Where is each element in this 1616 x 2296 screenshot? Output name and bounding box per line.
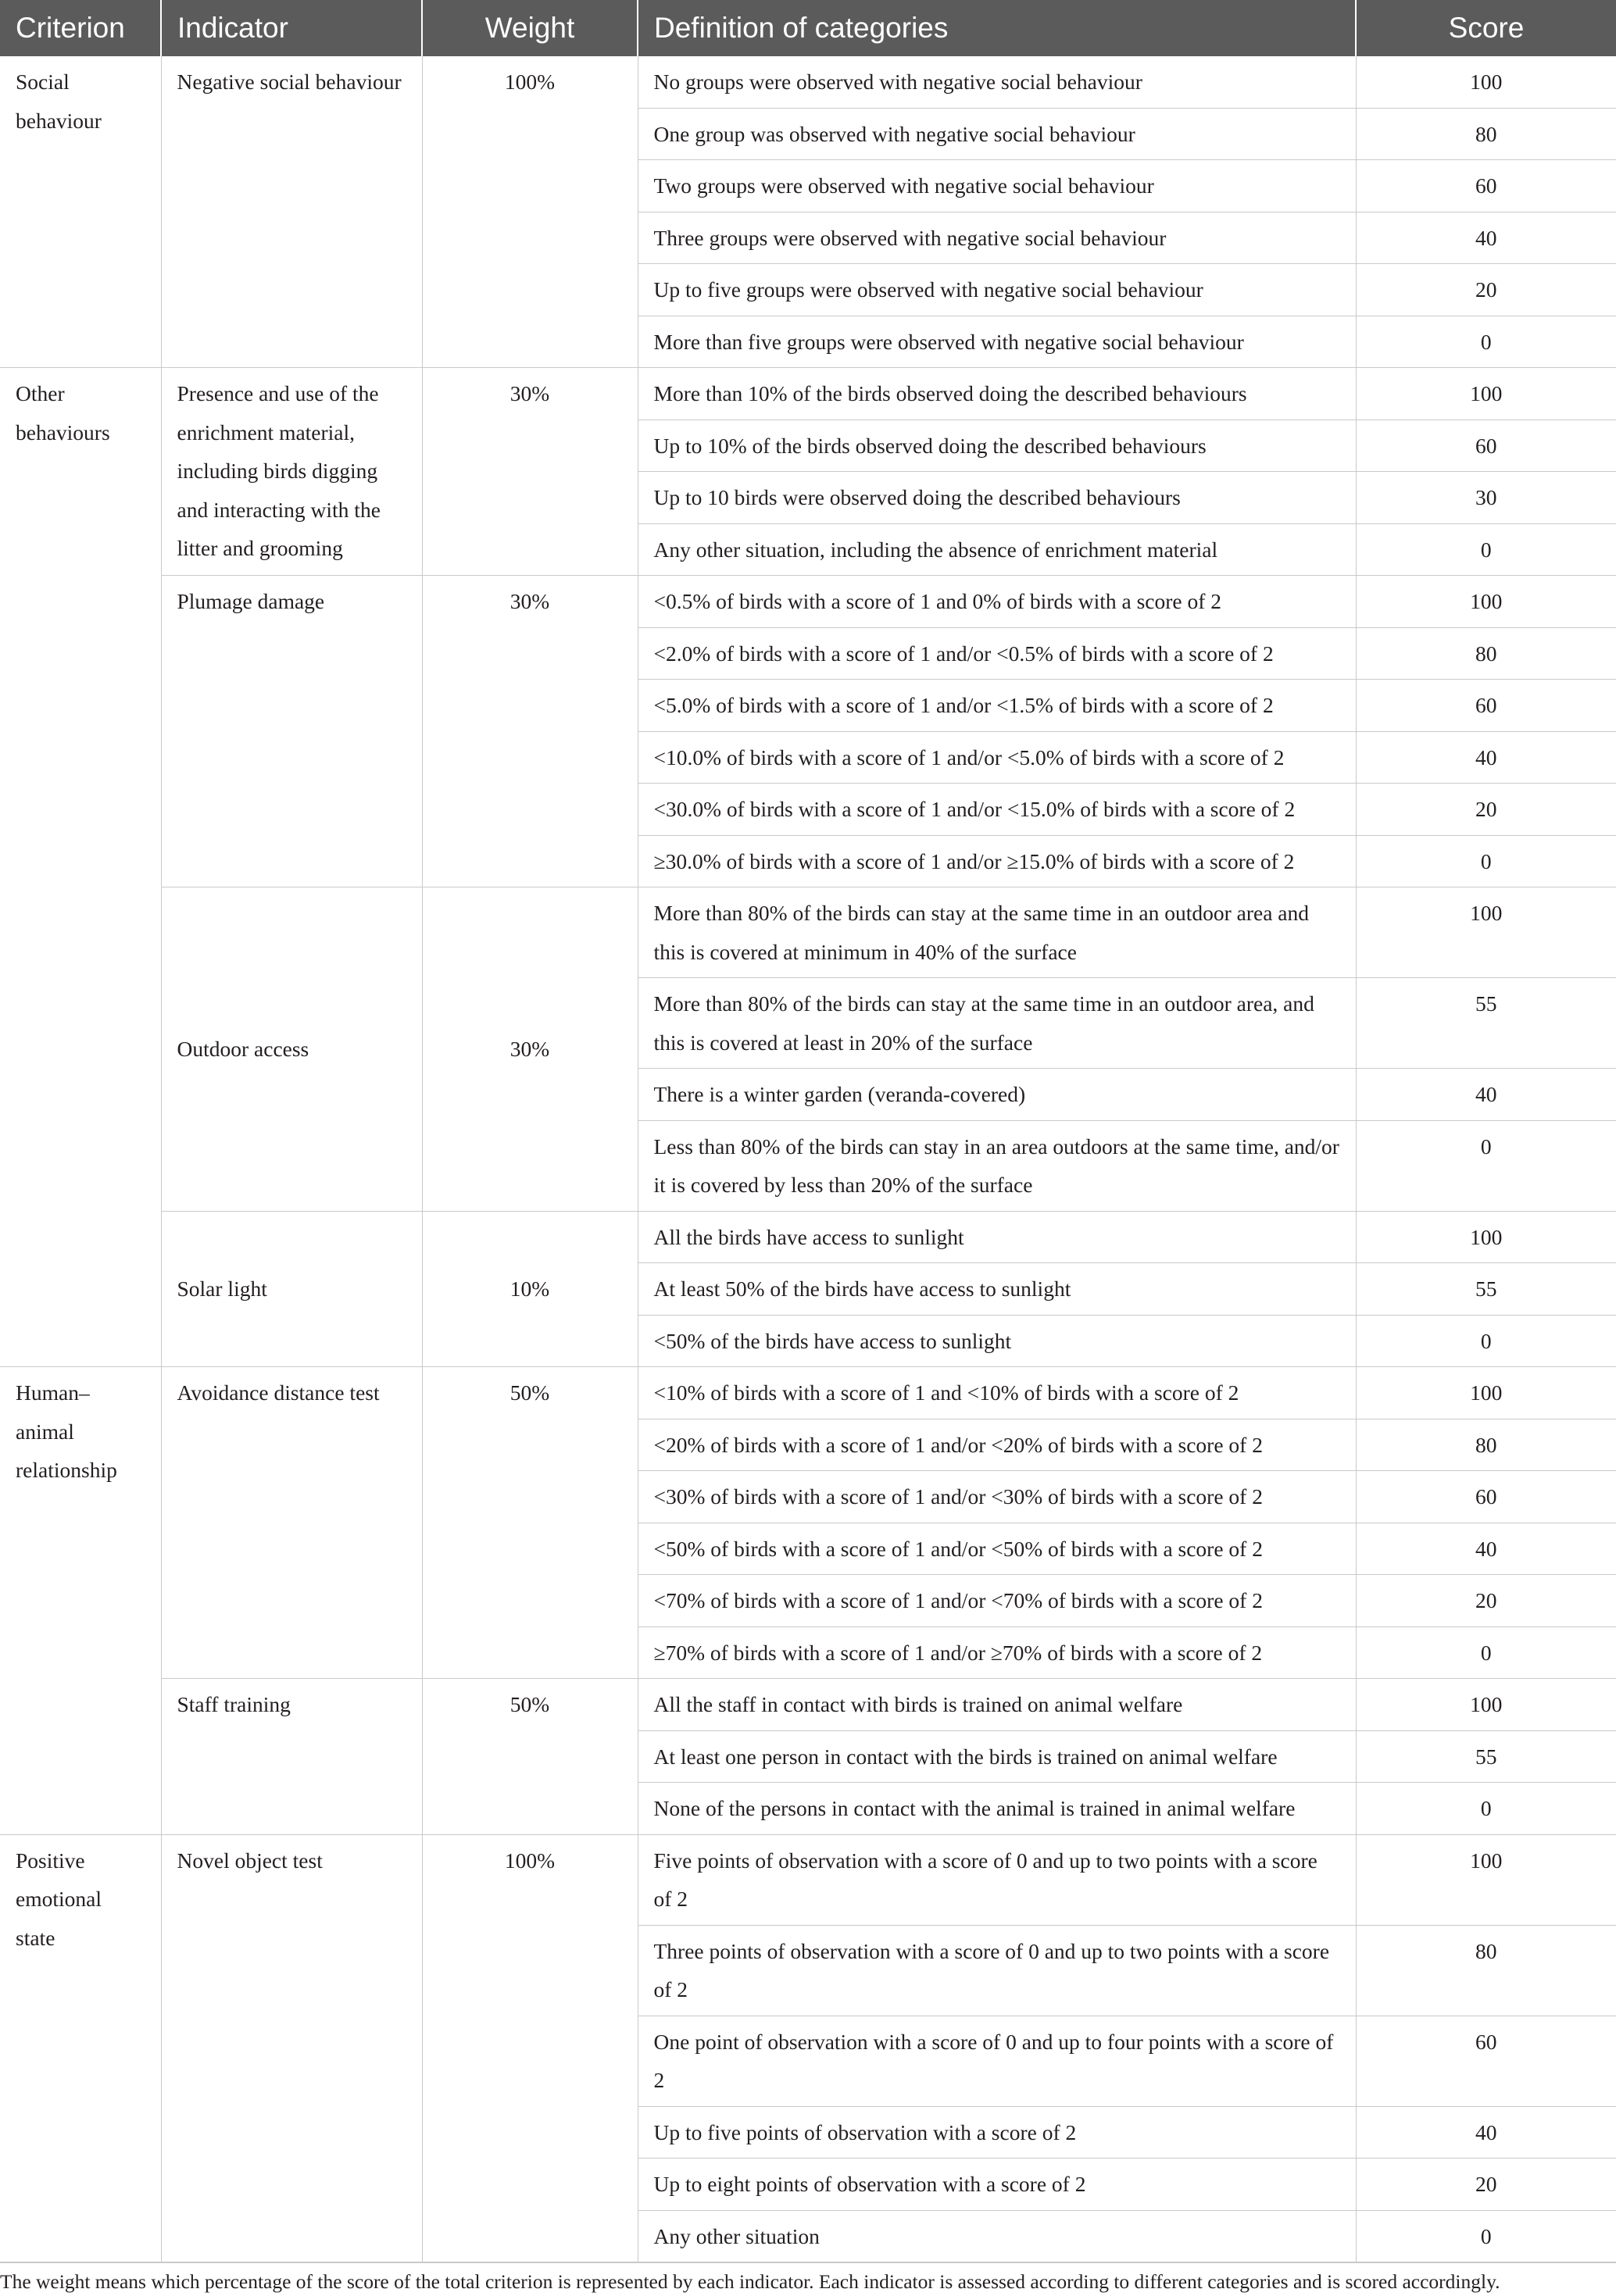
- definition-cell: <50% of birds with a score of 1 and/or <50% of birds with a score of 2: [638, 1523, 1356, 1575]
- definition-cell: <5.0% of birds with a score of 1 and/or <1.5% of birds with a score of 2: [638, 680, 1356, 732]
- weight-cell: 10%: [422, 1211, 638, 1367]
- weight-cell: 30%: [422, 576, 638, 887]
- definition-cell: <10% of birds with a score of 1 and <10% of birds with a score of 2: [638, 1367, 1356, 1419]
- score-cell: 100: [1356, 576, 1616, 628]
- definition-cell: <30% of birds with a score of 1 and/or <30% of birds with a score of 2: [638, 1471, 1356, 1523]
- score-cell: 60: [1356, 2016, 1616, 2106]
- weight-cell: 50%: [422, 1679, 638, 1835]
- definition-cell: <20% of birds with a score of 1 and/or <20% of birds with a score of 2: [638, 1419, 1356, 1471]
- definition-cell: <30.0% of birds with a score of 1 and/or <15.0% of birds with a score of 2: [638, 784, 1356, 836]
- score-cell: 20: [1356, 2159, 1616, 2211]
- score-cell: 0: [1356, 835, 1616, 887]
- indicator-cell: Novel object test: [161, 1834, 422, 2262]
- definition-cell: More than 80% of the birds can stay at the same time in an outdoor area and this is covered at minimum in 40% of the surface: [638, 887, 1356, 978]
- score-cell: 100: [1356, 1679, 1616, 1731]
- weight-cell: 100%: [422, 1834, 638, 2262]
- score-cell: 40: [1356, 1069, 1616, 1121]
- header-weight: Weight: [422, 0, 638, 56]
- score-cell: 100: [1356, 56, 1616, 108]
- criterion-cell: Positive emotional state: [0, 1834, 161, 2262]
- score-cell: 80: [1356, 627, 1616, 680]
- definition-cell: Up to 10% of the birds observed doing the described behaviours: [638, 420, 1356, 472]
- definition-cell: Less than 80% of the birds can stay in an area outdoors at the same time, and/or it is covered by less than 20% of the surface: [638, 1120, 1356, 1211]
- score-cell: 0: [1356, 2210, 1616, 2262]
- score-cell: 80: [1356, 1925, 1616, 2016]
- score-cell: 55: [1356, 1730, 1616, 1783]
- score-cell: 80: [1356, 1419, 1616, 1471]
- criterion-cell: Human–animal relationship: [0, 1367, 161, 1835]
- score-cell: 30: [1356, 472, 1616, 524]
- table-row: [0, 1367, 1616, 1419]
- score-cell: 60: [1356, 1471, 1616, 1523]
- table-row: [0, 1679, 1616, 1731]
- score-cell: 40: [1356, 1523, 1616, 1575]
- definition-cell: Any other situation, including the absence of enrichment material: [638, 523, 1356, 576]
- definition-cell: <10.0% of birds with a score of 1 and/or <5.0% of birds with a score of 2: [638, 731, 1356, 784]
- score-cell: 80: [1356, 108, 1616, 160]
- definition-cell: Up to five groups were observed with negative social behaviour: [638, 264, 1356, 316]
- definition-cell: All the birds have access to sunlight: [638, 1211, 1356, 1263]
- score-cell: 100: [1356, 1367, 1616, 1419]
- table-footnote: The weight means which percentage of the score of the total criterion is represented by each indicator. Each indicator is assessed according to different categories and is scored accordingly.: [0, 2262, 1616, 2296]
- score-cell: 100: [1356, 1834, 1616, 1925]
- table-row: [0, 1834, 1616, 1925]
- definition-cell: At least one person in contact with the birds is trained on animal welfare: [638, 1730, 1356, 1783]
- definition-cell: One group was observed with negative social behaviour: [638, 108, 1356, 160]
- definition-cell: ≥70% of birds with a score of 1 and/or ≥70% of birds with a score of 2: [638, 1626, 1356, 1679]
- weight-cell: 50%: [422, 1367, 638, 1679]
- weight-cell: 100%: [422, 56, 638, 368]
- score-cell: 0: [1356, 1783, 1616, 1835]
- score-cell: 20: [1356, 264, 1616, 316]
- indicator-cell: Avoidance distance test: [161, 1367, 422, 1679]
- score-cell: 20: [1356, 784, 1616, 836]
- table-body: [0, 56, 1616, 2262]
- header-definition: Definition of categories: [638, 0, 1356, 56]
- table-header: [0, 0, 1616, 56]
- definition-cell: <2.0% of birds with a score of 1 and/or <0.5% of birds with a score of 2: [638, 627, 1356, 680]
- indicator-cell: Solar light: [161, 1211, 422, 1367]
- definition-cell: No groups were observed with negative social behaviour: [638, 56, 1356, 108]
- indicator-cell: Outdoor access: [161, 887, 422, 1212]
- definition-cell: Five points of observation with a score of 0 and up to two points with a score of 2: [638, 1834, 1356, 1925]
- score-cell: 0: [1356, 1626, 1616, 1679]
- score-cell: 0: [1356, 1120, 1616, 1211]
- definition-cell: <50% of the birds have access to sunlight: [638, 1315, 1356, 1367]
- definition-cell: Three points of observation with a score of 0 and up to two points with a score of 2: [638, 1925, 1356, 2016]
- indicator-cell: Presence and use of the enrichment material, including birds digging and interacting with the litter and grooming: [161, 368, 422, 576]
- criterion-cell: Other behaviours: [0, 368, 161, 1367]
- score-cell: 60: [1356, 160, 1616, 212]
- definition-cell: <70% of birds with a score of 1 and/or <70% of birds with a score of 2: [638, 1575, 1356, 1627]
- score-cell: 40: [1356, 731, 1616, 784]
- definition-cell: There is a winter garden (veranda-covered): [638, 1069, 1356, 1121]
- weight-cell: 30%: [422, 368, 638, 576]
- definition-cell: Up to five points of observation with a score of 2: [638, 2106, 1356, 2159]
- definition-cell: More than 10% of the birds observed doing the described behaviours: [638, 368, 1356, 420]
- score-cell: 40: [1356, 2106, 1616, 2159]
- definition-cell: Two groups were observed with negative social behaviour: [638, 160, 1356, 212]
- score-cell: 100: [1356, 887, 1616, 978]
- score-cell: 55: [1356, 978, 1616, 1069]
- definition-cell: Three groups were observed with negative social behaviour: [638, 212, 1356, 264]
- score-cell: 100: [1356, 1211, 1616, 1263]
- definition-cell: At least 50% of the birds have access to sunlight: [638, 1263, 1356, 1316]
- header-indicator: Indicator: [161, 0, 422, 56]
- header-criterion: Criterion: [0, 0, 161, 56]
- table-row: [0, 56, 1616, 108]
- definition-cell: <0.5% of birds with a score of 1 and 0% of birds with a score of 2: [638, 576, 1356, 628]
- score-cell: 60: [1356, 680, 1616, 732]
- score-cell: 40: [1356, 212, 1616, 264]
- table-row: [0, 887, 1616, 978]
- definition-cell: Up to 10 birds were observed doing the described behaviours: [638, 472, 1356, 524]
- score-cell: 0: [1356, 1315, 1616, 1367]
- definition-cell: ≥30.0% of birds with a score of 1 and/or ≥15.0% of birds with a score of 2: [638, 835, 1356, 887]
- definition-cell: None of the persons in contact with the animal is trained in animal welfare: [638, 1783, 1356, 1835]
- score-cell: 60: [1356, 420, 1616, 472]
- definition-cell: One point of observation with a score of 0 and up to four points with a score of 2: [638, 2016, 1356, 2106]
- score-cell: 20: [1356, 1575, 1616, 1627]
- header-score: Score: [1356, 0, 1616, 56]
- indicator-cell: Staff training: [161, 1679, 422, 1835]
- score-cell: 0: [1356, 316, 1616, 368]
- table-row: [0, 576, 1616, 628]
- definition-cell: More than 80% of the birds can stay at the same time in an outdoor area, and this is covered at least in 20% of the surface: [638, 978, 1356, 1069]
- definition-cell: More than five groups were observed with negative social behaviour: [638, 316, 1356, 368]
- score-cell: 0: [1356, 523, 1616, 576]
- indicator-cell: Negative social behaviour: [161, 56, 422, 368]
- definition-cell: Any other situation: [638, 2210, 1356, 2262]
- score-cell: 55: [1356, 1263, 1616, 1316]
- table-row: [0, 368, 1616, 420]
- indicator-cell: Plumage damage: [161, 576, 422, 887]
- score-cell: 100: [1356, 368, 1616, 420]
- criterion-cell: Social behaviour: [0, 56, 161, 368]
- weight-cell: 30%: [422, 887, 638, 1212]
- definition-cell: Up to eight points of observation with a score of 2: [638, 2159, 1356, 2211]
- definition-cell: All the staff in contact with birds is trained on animal welfare: [638, 1679, 1356, 1731]
- table-row: [0, 1211, 1616, 1263]
